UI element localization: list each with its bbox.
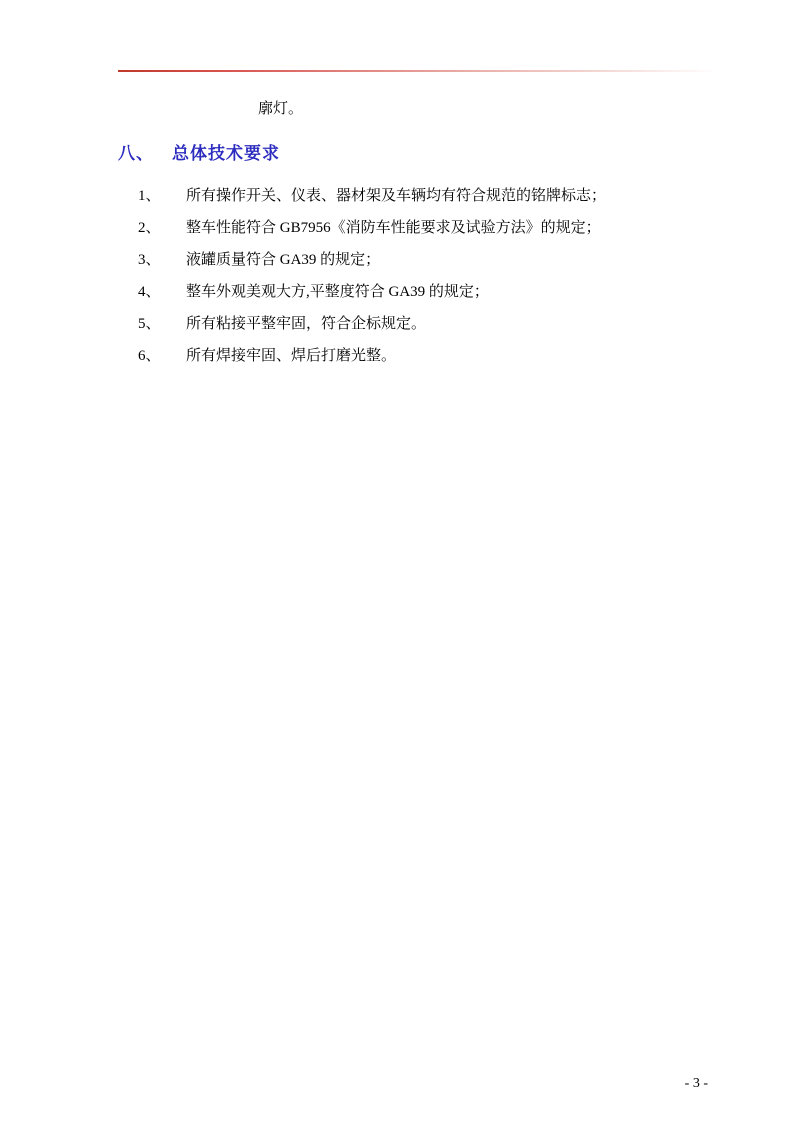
- list-item: [118, 244, 718, 276]
- list-item: [118, 308, 718, 340]
- list-item-index: 6、: [138, 348, 161, 364]
- section-heading-text: 总体技术要求: [172, 144, 280, 163]
- list-item: [118, 180, 718, 212]
- list-item-text: 所有粘接平整牢固，符合企标规定。: [186, 316, 427, 332]
- continued-paragraph: 廓灯。: [258, 101, 304, 117]
- list-item-index: 2、: [138, 220, 161, 236]
- list-item-text: 所有焊接牢固、焊后打磨光整。: [186, 348, 397, 364]
- list-item-index: 5、: [138, 316, 161, 332]
- page-number: - 3 -: [684, 1076, 708, 1091]
- header-rule-divider: [118, 70, 718, 72]
- list-item: [118, 212, 718, 244]
- list-item-index: 4、: [138, 284, 161, 300]
- section-heading: [118, 140, 718, 168]
- page-content: [118, 96, 718, 372]
- list-item-text: 整车性能符合 GB7956《消防车性能要求及试验方法》的规定；: [186, 220, 601, 236]
- requirements-list: [118, 180, 718, 372]
- list-item-text: 所有操作开关、仪表、器材架及车辆均有符合规范的铭牌标志；: [186, 188, 607, 204]
- list-item: [118, 276, 718, 308]
- list-item-text: 液罐质量符合 GA39 的规定；: [186, 252, 381, 268]
- list-item: [118, 340, 718, 372]
- list-item-text: 整车外观美观大方,平整度符合 GA39 的规定；: [186, 284, 489, 300]
- section-heading-number: 八、: [118, 144, 154, 163]
- list-item-index: 3、: [138, 252, 161, 268]
- list-item-index: 1、: [138, 188, 161, 204]
